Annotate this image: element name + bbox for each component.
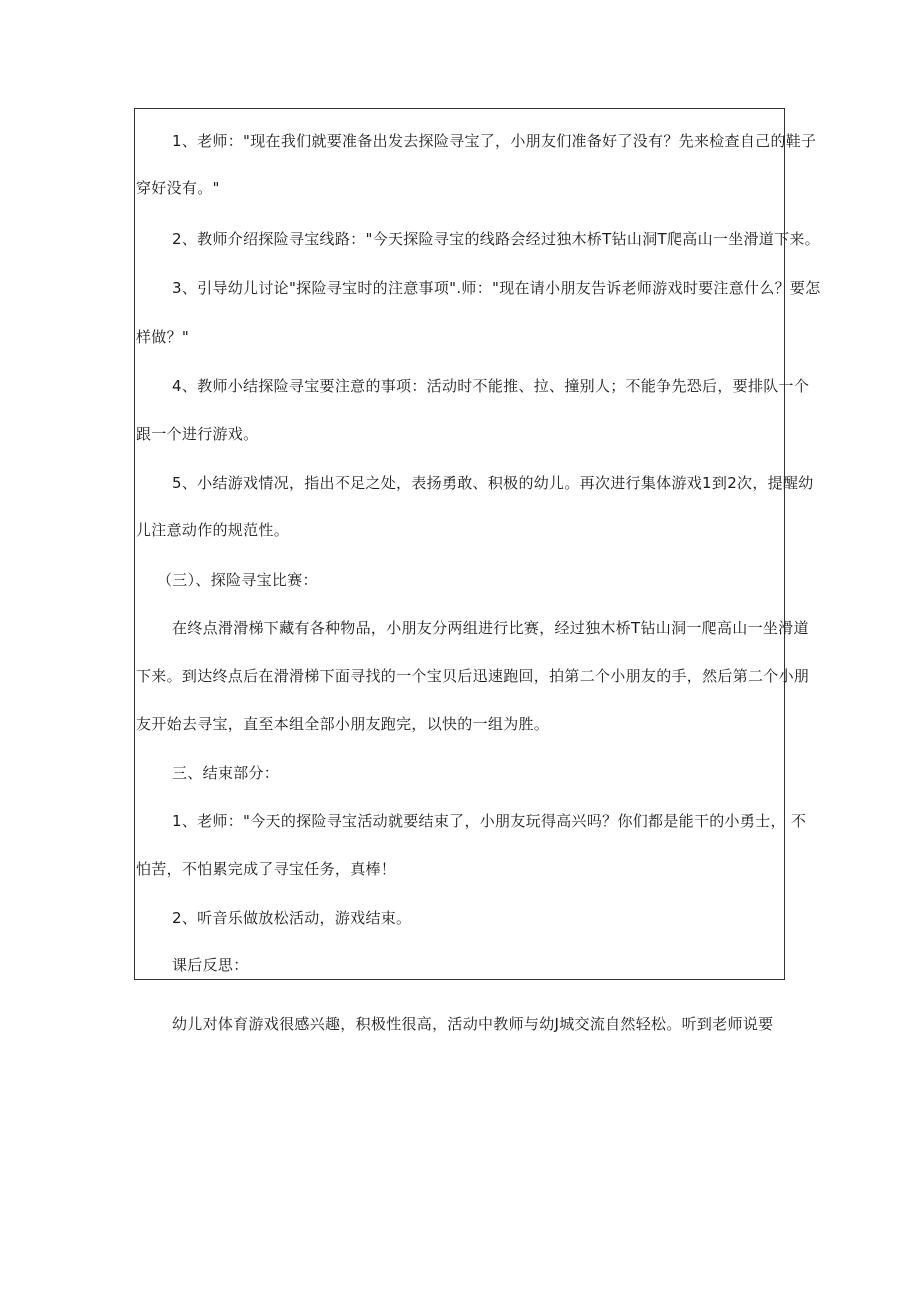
text-line: 1、老师："今天的探险寻宝活动就要结束了，小朋友玩得高兴吗？你们都是能干的小勇士， 不 <box>172 812 807 830</box>
text-line: 下来。到达终点后在滑滑梯下面寻找的一个宝贝后迅速跑回，拍第二个小朋友的手，然后第二个小朋 <box>136 667 810 685</box>
text-line: 穿好没有。" <box>136 179 220 197</box>
section-heading: 课后反思： <box>172 956 249 974</box>
text-line: 跟一个进行游戏。 <box>136 425 259 443</box>
text-line: 2、教师介绍探险寻宝线路："今天探险寻宝的线路会经过独木桥T钻山洞T爬高山一坐滑道下来。 <box>172 230 820 248</box>
text-line: 1、老师："现在我们就要准备出发去探险寻宝了，小朋友们准备好了没有？先来检查自己的鞋子 <box>172 132 817 150</box>
text-line: 在终点滑滑梯下藏有各种物品，小朋友分两组进行比赛，经过独木桥T钻山洞一爬高山一坐滑道 <box>172 619 809 637</box>
text-line: 幼儿对体育游戏很感兴趣，积极性很高，活动中教师与幼J城交流自然轻松。听到老师说要 <box>172 1015 774 1033</box>
text-line: 5、小结游戏情况，指出不足之处，表扬勇敢、积极的幼儿。再次进行集体游戏1到2次，提醒幼 <box>172 474 814 492</box>
text-line: 样做？" <box>136 328 190 346</box>
section-heading: 三、结束部分： <box>172 764 280 782</box>
text-line: 儿注意动作的规范性。 <box>136 521 290 539</box>
text-line: 怕苦，不怕累完成了寻宝任务，真棒！ <box>136 860 397 878</box>
text-line: 2、听音乐做放松活动，游戏结束。 <box>172 909 412 927</box>
text-line: 3、引导幼儿讨论"探险寻宝时的注意事项".师："现在请小朋友告诉老师游戏时要注意什么？要怎 <box>172 279 821 297</box>
section-heading: （三）、探险寻宝比赛： <box>157 571 318 589</box>
text-line: 4、教师小结探险寻宝要注意的事项：活动时不能推、拉、撞别人；不能争先恐后，要排队一个 <box>172 377 810 395</box>
text-line: 友开始去寻宝，直至本组全部小朋友跑完，以快的一组为胜。 <box>136 715 550 733</box>
